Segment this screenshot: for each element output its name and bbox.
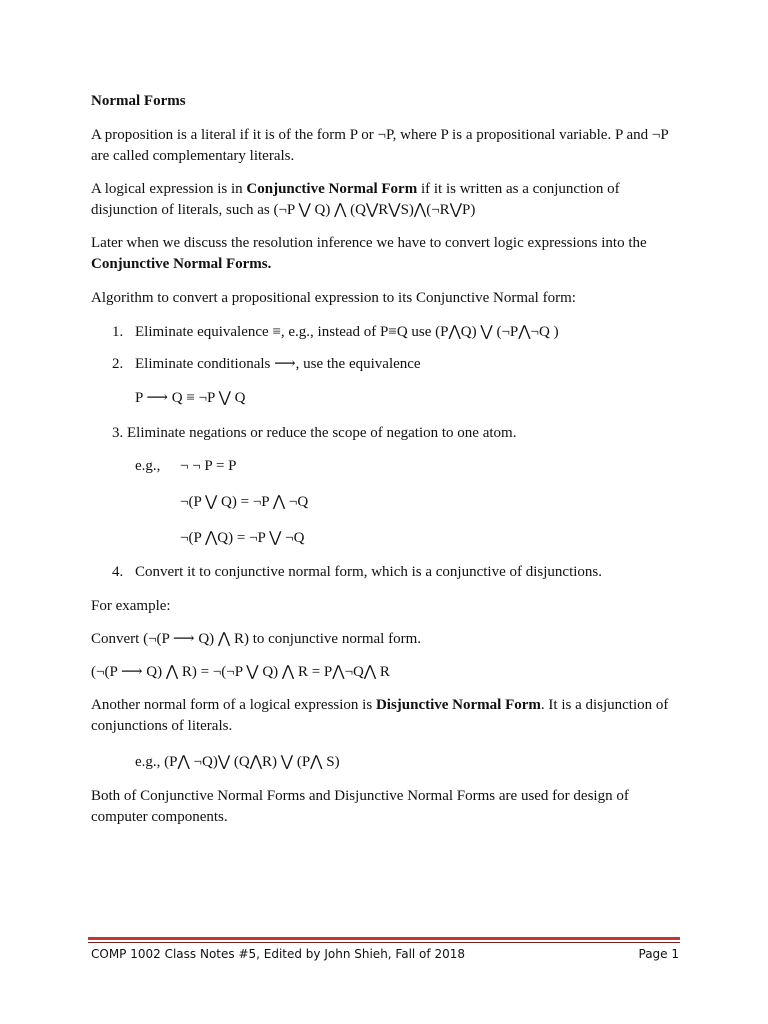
- step-4: [112, 562, 702, 583]
- step-1-text: Eliminate equivalence ≡, e.g., instead of P≡Q use (P⋀Q) ⋁ (¬P⋀¬Q ): [135, 324, 559, 340]
- step-3: [112, 423, 702, 444]
- page-title: Normal Forms: [91, 93, 186, 109]
- dnf-def-pre: Another normal form of a logical expression is: [91, 697, 376, 713]
- step-3-text: Eliminate negations or reduce the scope of negation to one atom.: [127, 425, 517, 441]
- resolution-note: [91, 233, 681, 275]
- footer-rule-top: [88, 937, 680, 940]
- page-number: Page 1: [638, 947, 679, 961]
- footer-course-info: COMP 1002 Class Notes #5, Edited by John Shieh, Fall of 2018: [91, 947, 465, 961]
- convert-example: Convert (¬(P ⟶ Q) ⋀ R) to conjunctive normal form.: [91, 631, 421, 647]
- convert-result: (¬(P ⟶ Q) ⋀ R) = ¬(¬P ⋁ Q) ⋀ R = P⋀¬Q⋀ R: [91, 664, 390, 680]
- step-2-text: Eliminate conditionals ⟶, use the equivalence: [135, 356, 421, 372]
- dnf-definition: [91, 695, 681, 737]
- step-4-number: 4.: [112, 564, 124, 580]
- step-3-number: 3.: [112, 425, 124, 441]
- dnf-term: Disjunctive Normal Form: [375, 697, 541, 713]
- dnf-example: e.g., (P⋀ ¬Q)⋁ (Q⋀R) ⋁ (P⋀ S): [135, 754, 340, 770]
- step-1: [112, 322, 702, 343]
- cnf-term: Conjunctive Normal Form: [246, 181, 418, 197]
- algorithm-intro: Algorithm to convert a propositional expression to its Conjunctive Normal form:: [91, 290, 576, 306]
- example-double-negation: ¬ ¬ P = P: [180, 458, 237, 474]
- resolution-note-pre: Later when we discuss the resolution inference we have to convert logic expressions into the: [91, 235, 647, 251]
- page-footer: [91, 944, 679, 964]
- eg-label: e.g.,: [135, 458, 161, 474]
- step-4-text: Convert it to conjunctive normal form, which is a conjunctive of disjunctions.: [135, 564, 602, 580]
- step-2-formula: P ⟶ Q ≡ ¬P ⋁ Q: [135, 390, 246, 406]
- closing-paragraph: Both of Conjunctive Normal Forms and Disjunctive Normal Forms are used for design of computer components.: [91, 788, 629, 825]
- for-example-label: For example:: [91, 598, 171, 614]
- cnf-def-post: if it is written as a conjunction of disjunction of literals, such as (¬P ⋁ Q) ⋀ (Q⋁R⋁S)⋀(¬R⋁P): [91, 181, 620, 218]
- step-3-example-1: [135, 456, 725, 477]
- cnf-def-pre: A logical expression is in: [91, 181, 247, 197]
- step-1-number: 1.: [112, 324, 124, 340]
- example-demorgan-and: ¬(P ⋀Q) = ¬P ⋁ ¬Q: [180, 530, 305, 546]
- example-demorgan-or: ¬(P ⋁ Q) = ¬P ⋀ ¬Q: [180, 494, 309, 510]
- cnf-definition: [91, 179, 681, 221]
- resolution-note-bold: Conjunctive Normal Forms.: [91, 256, 272, 272]
- step-2: [112, 354, 702, 375]
- literal-definition: A proposition is a literal if it is of the form P or ¬P, where P is a propositional variable. P and ¬P are called complementary literals.: [91, 127, 669, 164]
- step-2-number: 2.: [112, 356, 124, 372]
- footer-rule-bottom: [88, 942, 680, 943]
- dnf-def-post: . It is a disjunction of conjunctions of literals.: [91, 697, 669, 734]
